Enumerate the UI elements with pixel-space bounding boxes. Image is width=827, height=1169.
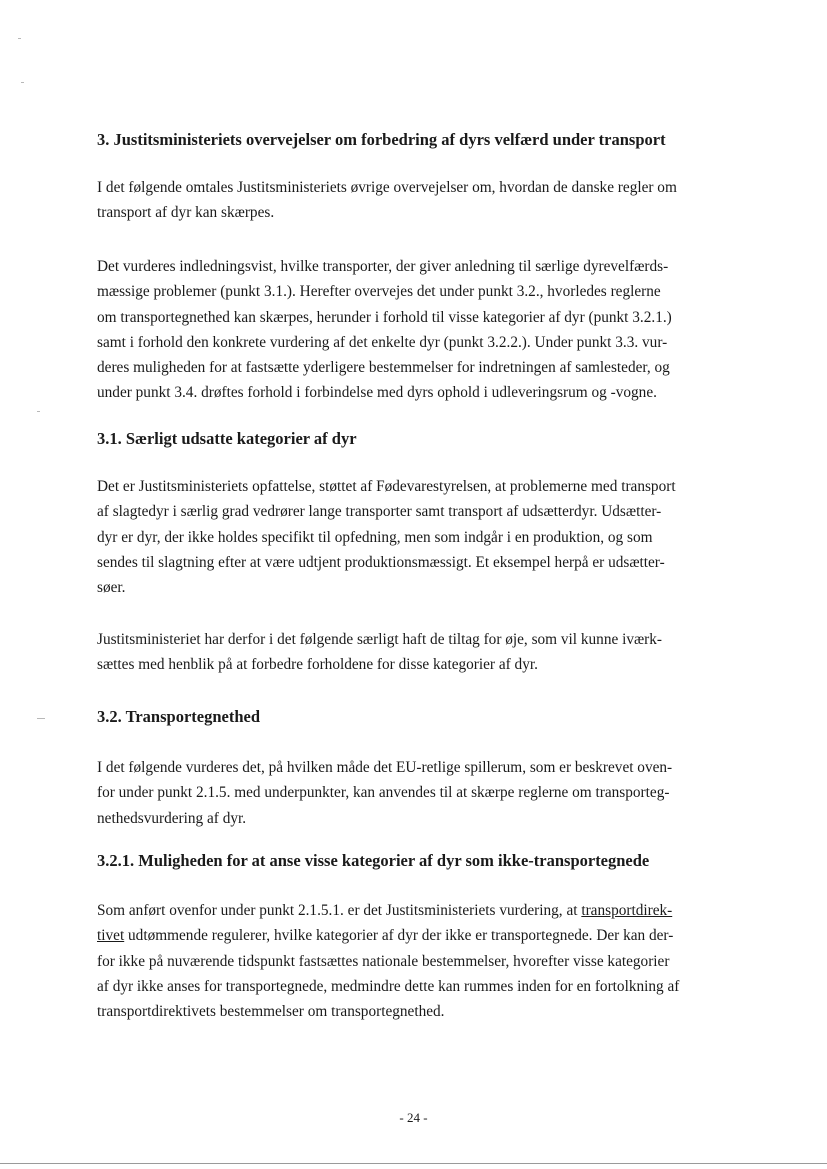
text-line: om transportegnethed kan skærpes, herunder i forhold til visse kategorier af dyr (punkt 3.2.1.): [97, 308, 672, 326]
text-line: af dyr ikke anses for transportegnede, medmindre dette kan rummes inden for en fortolkning af: [97, 977, 680, 995]
text-line: [97, 898, 747, 923]
text-line: for under punkt 2.1.5. med underpunkter, kan anvendes til at skærpe reglerne om transporteg-: [97, 784, 670, 802]
text-line: samt i forhold den konkrete vurdering af det enkelte dyr (punkt 3.2.2.). Under punkt 3.3. vur-: [97, 333, 668, 351]
scan-speck: [18, 38, 21, 39]
text-line: I det følgende omtales Justitsministeriets øvrige overvejelser om, hvordan de danske regler om: [97, 179, 677, 196]
text-line: mæssige problemer (punkt 3.1.). Herefter overvejes det under punkt 3.2., hvorledes reglerne: [97, 283, 661, 301]
text-line: transportdirektivets bestemmelser om transportegnethed.: [97, 1003, 445, 1021]
section-heading-3: 3. Justitsministeriets overvejelser om forbedring af dyrs velfærd under transport: [97, 130, 666, 149]
paragraph-categories: [97, 898, 747, 1024]
text-line: dyr er dyr, der ikke holdes specifikt til opfedning, men som indgår i en produktion, og som: [97, 528, 653, 546]
page-number: - 24 -: [399, 1110, 428, 1125]
text-line: I det følgende vurderes det, på hvilken måde det EU-retlige spillerum, som er beskrevet oven-: [97, 759, 673, 776]
text-span: udtømmende regulerer, hvilke kategorier af dyr der ikke er transportegnede. Der kan der-: [124, 927, 674, 945]
scan-speck: [37, 411, 40, 412]
section-heading-3-2: 3.2. Transportegnethed: [97, 707, 261, 726]
text-line: for ikke på nuværende tidspunkt fastsættes nationale bestemmelser, hvorefter visse kategorier: [97, 952, 670, 970]
paragraph-fitness: [97, 755, 747, 831]
page-bottom-edge: [0, 1163, 827, 1164]
scan-speck: [21, 82, 24, 83]
text-line: transport af dyr kan skærpes.: [97, 204, 275, 222]
text-line: Justitsministeriet har derfor i det følgende særligt haft de tiltag for øje, som vil kunne iværk-: [97, 631, 663, 648]
text-line: sendes til slagtning efter at være udtjent produktionsmæssigt. Et eksempel herpå er udsætter-: [97, 553, 665, 571]
text-line: Det er Justitsministeriets opfattelse, støttet af Fødevarestyrelsen, at problemerne med transport: [97, 478, 676, 495]
paragraph-intro: [97, 175, 747, 226]
scan-speck: [37, 718, 45, 719]
paragraph-measures: [97, 627, 747, 678]
text-line: sættes med henblik på at forbedre forholdene for disse kategorier af dyr.: [97, 656, 538, 674]
underlined-term: tivet: [97, 927, 125, 945]
paragraph-overview: [97, 254, 747, 406]
section-heading-3-2-1: 3.2.1. Muligheden for at anse visse kategorier af dyr som ikke-transportegnede: [97, 851, 650, 870]
text-line: deres muligheden for at fastsætte yderligere bestemmelser for indretningen af samlesteder, og: [97, 359, 670, 377]
text-line: under punkt 3.4. drøftes forhold i forbindelse med dyrs ophold i udleveringsrum og -vogne.: [97, 384, 657, 402]
text-span: Som anført ovenfor under punkt 2.1.5.1. er det Justitsministeriets vurdering, at: [97, 902, 582, 919]
section-heading-3-1: 3.1. Særligt udsatte kategorier af dyr: [97, 429, 357, 448]
underlined-term: transportdirek-: [581, 902, 673, 919]
text-line: [97, 923, 747, 948]
text-line: af slagtedyr i særlig grad vedrører lange transporter samt transport af udsætterdyr. Udsætter-: [97, 503, 662, 521]
text-line: søer.: [97, 579, 126, 597]
paragraph-vulnerable-animals: [97, 474, 747, 600]
text-line: Det vurderes indledningsvist, hvilke transporter, der giver anledning til særlige dyrevelfærds-: [97, 258, 669, 275]
text-line: nethedsvurdering af dyr.: [97, 809, 247, 827]
